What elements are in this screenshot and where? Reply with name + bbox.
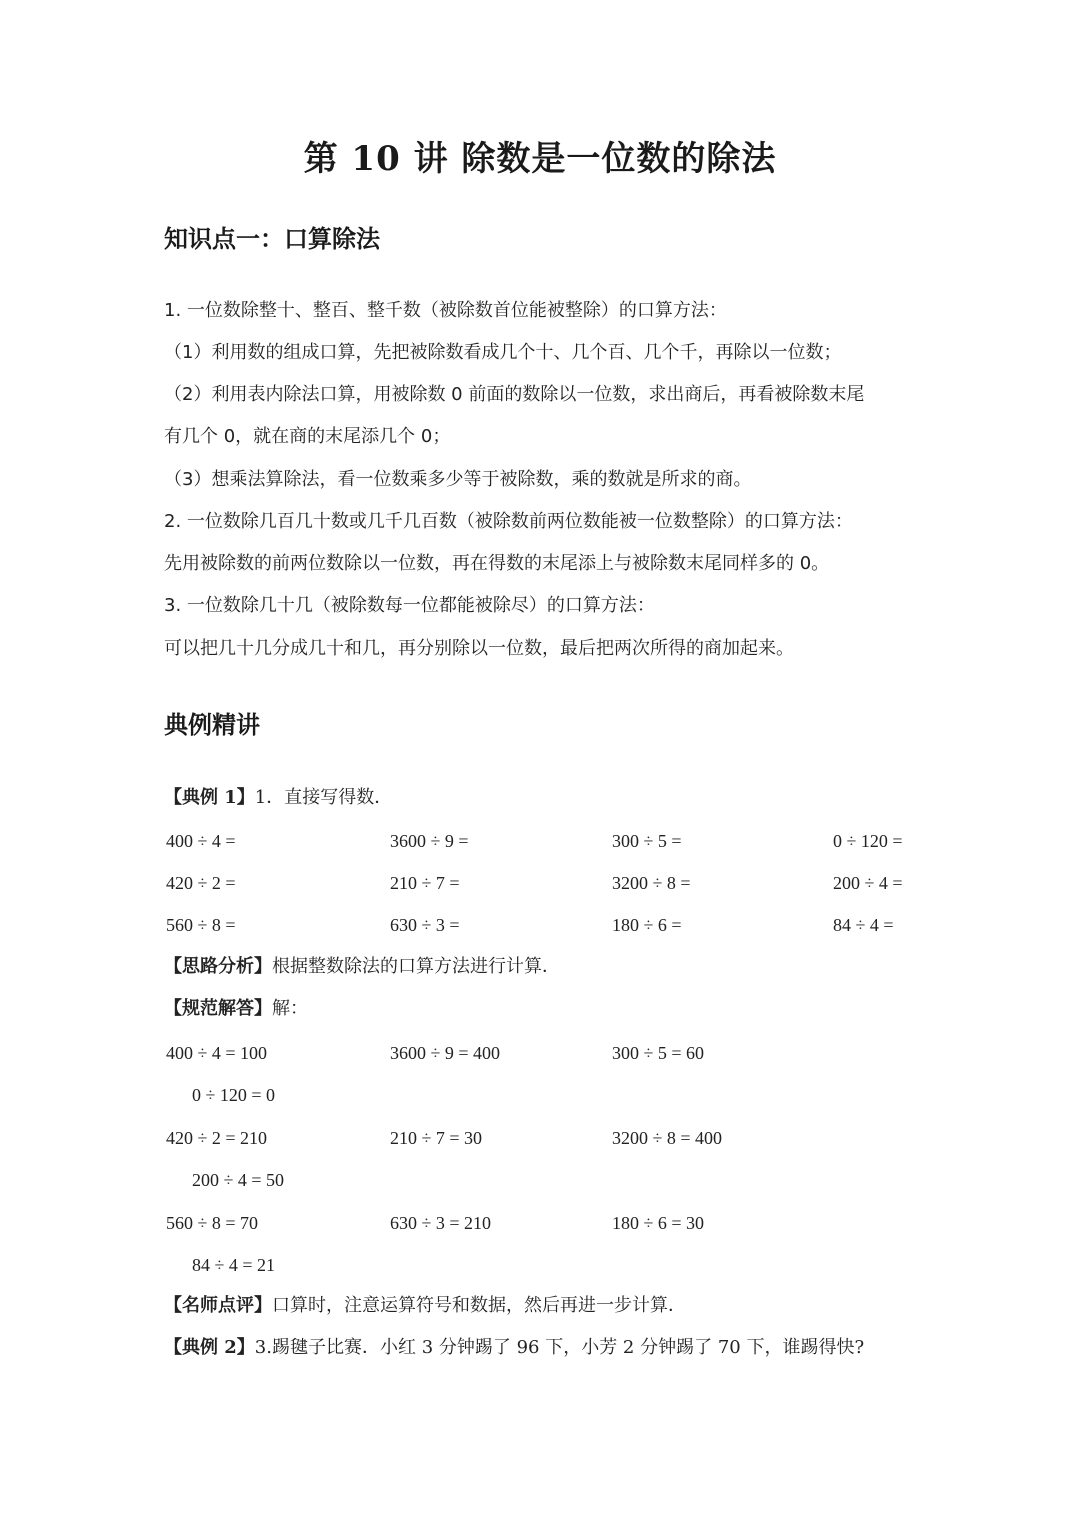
page-title: 第 10 讲 除数是一位数的除法	[303, 139, 777, 179]
comment-row	[164, 1293, 686, 1319]
comment-text: 口算时，注意运算符号和数据，然后再进一步计算．	[272, 1295, 686, 1316]
problem: 3200 ÷ 8 =	[612, 873, 691, 893]
comment-tag: 【名师点评】	[164, 1295, 272, 1316]
knowledge-line: 2. 一位数除几百几十数或几千几百数（被除数前两位数能被一位数整除）的口算方法：	[164, 511, 853, 532]
example1-tag: 【典例 1】	[164, 787, 255, 808]
answer: 180 ÷ 6 = 30	[612, 1213, 705, 1233]
knowledge-line: （1）利用数的组成口算，先把被除数看成几个十、几个百、几个千，再除以一位数；	[164, 342, 842, 363]
problem: 200 ÷ 4 =	[833, 873, 903, 893]
knowledge-line: 可以把几十几分成几十和几，再分别除以一位数，最后把两次所得的商加起来。	[164, 638, 794, 659]
answer: 400 ÷ 4 = 100	[166, 1043, 268, 1063]
solution-row	[164, 996, 308, 1022]
example2-tag: 【典例 2】	[164, 1337, 255, 1358]
example2-text: 3.踢毽子比赛．小红 3 分钟踢了 96 下，小芳 2 分钟踢了 70 下，谁踢得快?	[254, 1337, 865, 1358]
knowledge-line: 有几个 0，就在商的末尾添几个 0；	[164, 426, 451, 447]
example1-prompt-row	[164, 785, 392, 811]
section-heading-examples: 典例精讲	[164, 711, 260, 739]
answer: 630 ÷ 3 = 210	[390, 1213, 492, 1233]
problem: 0 ÷ 120 =	[833, 831, 903, 851]
section-heading-knowledge: 知识点一：口算除法	[164, 225, 380, 253]
example2-row	[164, 1335, 864, 1361]
problem: 3600 ÷ 9 =	[390, 831, 469, 851]
answer: 420 ÷ 2 = 210	[166, 1128, 268, 1148]
answer: 3600 ÷ 9 = 400	[390, 1043, 501, 1063]
problem: 400 ÷ 4 =	[166, 831, 236, 851]
knowledge-line: 先用被除数的前两位数除以一位数，再在得数的末尾添上与被除数末尾同样多的 0。	[164, 553, 830, 574]
analysis-tag: 【思路分析】	[164, 956, 272, 977]
solution-prefix: 解：	[272, 998, 308, 1019]
answer: 84 ÷ 4 = 21	[192, 1255, 276, 1275]
answer: 210 ÷ 7 = 30	[390, 1128, 483, 1148]
example1-prompt: 1．直接写得数．	[254, 787, 393, 808]
problem: 300 ÷ 5 =	[612, 831, 682, 851]
answer: 560 ÷ 8 = 70	[166, 1213, 259, 1233]
answer: 3200 ÷ 8 = 400	[612, 1128, 723, 1148]
analysis-row	[164, 954, 560, 980]
solution-tag: 【规范解答】	[164, 998, 272, 1019]
knowledge-line: 3. 一位数除几十几（被除数每一位都能被除尽）的口算方法：	[164, 595, 655, 616]
answer: 0 ÷ 120 = 0	[192, 1085, 276, 1105]
problem: 180 ÷ 6 =	[612, 915, 682, 935]
problem: 420 ÷ 2 =	[166, 873, 236, 893]
problem: 84 ÷ 4 =	[833, 915, 894, 935]
answer: 300 ÷ 5 = 60	[612, 1043, 705, 1063]
answer: 200 ÷ 4 = 50	[192, 1170, 285, 1190]
problem: 210 ÷ 7 =	[390, 873, 460, 893]
knowledge-line: 1. 一位数除整十、整百、整千数（被除数首位能被整除）的口算方法：	[164, 300, 727, 321]
knowledge-line: （2）利用表内除法口算，用被除数 0 前面的数除以一位数，求出商后，再看被除数末尾	[164, 384, 865, 405]
analysis-text: 根据整数除法的口算方法进行计算．	[272, 956, 560, 977]
knowledge-line: （3）想乘法算除法，看一位数乘多少等于被除数，乘的数就是所求的商。	[164, 469, 752, 490]
problem: 630 ÷ 3 =	[390, 915, 460, 935]
problem: 560 ÷ 8 =	[166, 915, 236, 935]
